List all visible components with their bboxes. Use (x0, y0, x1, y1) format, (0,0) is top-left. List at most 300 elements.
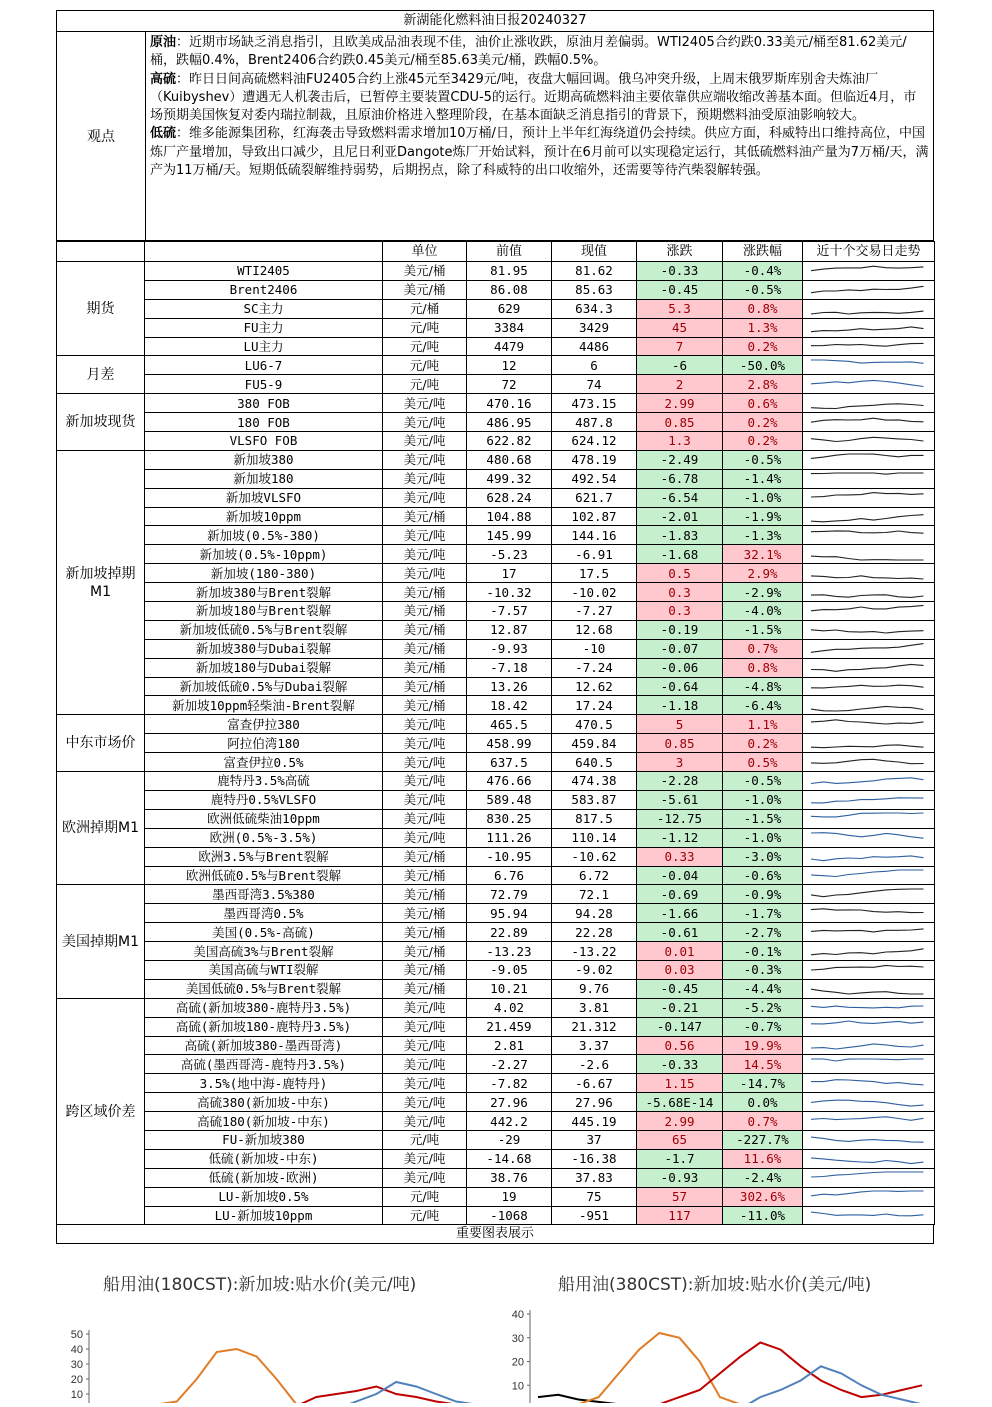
row-prev: -9.05 (467, 960, 552, 979)
sparkline-icon (803, 395, 935, 412)
row-unit: 美元/吨 (383, 564, 467, 583)
header-unit: 单位 (383, 242, 467, 262)
sparkline-icon (803, 1150, 935, 1167)
row-pct: 0.2% (723, 432, 803, 451)
sparkline-icon (803, 1113, 935, 1130)
table-row (57, 998, 935, 1017)
row-cur: 3429 (552, 318, 637, 337)
trend-sparkline (803, 847, 935, 866)
row-cur: 6 (552, 356, 637, 375)
trend-sparkline (803, 923, 935, 942)
row-pct: 0.8% (723, 299, 803, 318)
row-cur: 634.3 (552, 299, 637, 318)
row-pct: -4.4% (723, 979, 803, 998)
row-name: Brent2406 (145, 280, 383, 299)
y-tick-label: 10 (511, 1380, 524, 1393)
y-tick-label: 10 (70, 1389, 83, 1401)
row-name: 3.5%(地中海-鹿特丹) (145, 1074, 383, 1093)
trend-sparkline (803, 1168, 935, 1187)
sparkline-path (811, 909, 924, 913)
row-change: 0.3 (637, 583, 723, 602)
row-name: 新加坡180 (145, 469, 383, 488)
row-name: 新加坡180与Brent裂解 (145, 602, 383, 621)
row-change: -6 (637, 356, 723, 375)
row-unit: 元/吨 (383, 356, 467, 375)
table-row (57, 904, 935, 923)
sparkline-icon (803, 1169, 935, 1186)
sparkline-path (811, 706, 924, 711)
row-change: -1.66 (637, 904, 723, 923)
table-row (57, 790, 935, 809)
trend-sparkline (803, 262, 935, 281)
sparkline-icon (803, 376, 935, 393)
row-pct: -0.1% (723, 942, 803, 961)
row-prev: -2.27 (467, 1055, 552, 1074)
table-row (57, 1187, 935, 1206)
row-cur: 473.15 (552, 394, 637, 413)
row-prev: 81.95 (467, 262, 552, 281)
row-cur: 3.81 (552, 998, 637, 1017)
view-head: 高硫 (150, 71, 177, 87)
row-name: LU-新加坡10ppm (145, 1206, 383, 1225)
sparkline-icon (803, 716, 935, 733)
row-change: 0.03 (637, 960, 723, 979)
row-cur: 110.14 (552, 828, 637, 847)
row-pct: 19.9% (723, 1036, 803, 1055)
trend-sparkline (803, 960, 935, 979)
row-unit: 美元/吨 (383, 413, 467, 432)
row-pct: -11.0% (723, 1206, 803, 1225)
row-cur: -6.67 (552, 1074, 637, 1093)
row-unit: 美元/吨 (383, 1168, 467, 1187)
table-row (57, 866, 935, 885)
row-change: 65 (637, 1130, 723, 1149)
sparkline-icon (803, 414, 935, 431)
row-change: 1.3 (637, 432, 723, 451)
trend-sparkline (803, 620, 935, 639)
row-name: 墨西哥湾3.5%380 (145, 885, 383, 904)
row-prev: -29 (467, 1130, 552, 1149)
row-prev: -7.57 (467, 602, 552, 621)
table-row (57, 507, 935, 526)
row-unit: 美元/吨 (383, 394, 467, 413)
trend-sparkline (803, 394, 935, 413)
table-row (57, 923, 935, 942)
row-prev: 86.08 (467, 280, 552, 299)
trend-sparkline (803, 299, 935, 318)
row-pct: -0.9% (723, 885, 803, 904)
row-cur: 27.96 (552, 1093, 637, 1112)
row-pct: -0.5% (723, 280, 803, 299)
row-cur: 9.76 (552, 979, 637, 998)
sparkline-path (811, 556, 924, 560)
row-cur: -9.02 (552, 960, 637, 979)
sparkline-icon (803, 357, 935, 374)
row-prev: -1068 (467, 1206, 552, 1225)
row-unit: 元/吨 (383, 1206, 467, 1225)
row-prev: 104.88 (467, 507, 552, 526)
row-unit: 美元/吨 (383, 1055, 467, 1074)
row-pct: -3.0% (723, 847, 803, 866)
sparkline-path (811, 989, 924, 994)
group-label: 美国掉期M1 (57, 885, 145, 998)
row-change: -2.28 (637, 772, 723, 791)
row-change: -0.06 (637, 658, 723, 677)
sparkline-path (811, 380, 924, 386)
row-pct: -0.4% (723, 262, 803, 281)
row-prev: 145.99 (467, 526, 552, 545)
table-row (57, 280, 935, 299)
row-change: -1.18 (637, 696, 723, 715)
series-line (97, 1349, 476, 1403)
row-change: -0.45 (637, 280, 723, 299)
row-cur: 17.5 (552, 564, 637, 583)
view-paragraph-low-sulfur (150, 125, 929, 180)
row-cur: -2.6 (552, 1055, 637, 1074)
row-prev: 622.82 (467, 432, 552, 451)
row-unit: 美元/桶 (383, 583, 467, 602)
row-pct: -0.5% (723, 772, 803, 791)
table-row (57, 809, 935, 828)
table-row (57, 450, 935, 469)
row-change: -6.78 (637, 469, 723, 488)
view-section (56, 32, 934, 241)
sparkline-path (811, 287, 924, 293)
row-unit: 美元/吨 (383, 545, 467, 564)
row-unit: 美元/桶 (383, 923, 467, 942)
row-change: -1.12 (637, 828, 723, 847)
table-row (57, 753, 935, 772)
row-unit: 美元/桶 (383, 639, 467, 658)
section-title: 重要图表展示 (56, 1225, 934, 1244)
row-cur: -10 (552, 639, 637, 658)
row-pct: -6.4% (723, 696, 803, 715)
row-name: 欧洲低硫0.5%与Brent裂解 (145, 866, 383, 885)
view-paragraph-crude (150, 34, 929, 71)
trend-sparkline (803, 375, 935, 394)
sparkline-path (811, 889, 924, 897)
sparkline-icon (803, 848, 935, 865)
y-tick-label: 40 (511, 1309, 524, 1321)
row-name: WTI2405 (145, 262, 383, 281)
header-cur: 现值 (552, 242, 637, 262)
sparkline-path (811, 929, 924, 932)
row-pct: 0.5% (723, 753, 803, 772)
group-label: 期货 (57, 262, 145, 356)
row-pct: 0.2% (723, 734, 803, 753)
sparkline-path (811, 493, 924, 497)
table-row (57, 602, 935, 621)
row-unit: 元/吨 (383, 1130, 467, 1149)
row-name: 新加坡低硫0.5%与Dubai裂解 (145, 677, 383, 696)
row-change: -0.69 (637, 885, 723, 904)
row-cur: 487.8 (552, 413, 637, 432)
row-name: 高硫(墨西哥湾-鹿特丹3.5%) (145, 1055, 383, 1074)
sparkline-icon (803, 1188, 935, 1205)
sparkline-path (811, 473, 924, 474)
sparkline-path (811, 1138, 924, 1143)
row-name: 欧洲低硫柴油10ppm (145, 809, 383, 828)
row-prev: 2.81 (467, 1036, 552, 1055)
table-row (57, 1055, 935, 1074)
table-row (57, 432, 935, 451)
row-change: -0.04 (637, 866, 723, 885)
row-cur: -6.91 (552, 545, 637, 564)
header-prev: 前值 (467, 242, 552, 262)
row-prev: 10.21 (467, 979, 552, 998)
trend-sparkline (803, 998, 935, 1017)
sparkline-path (811, 1044, 924, 1049)
row-name: 美国(0.5%-高硫) (145, 923, 383, 942)
row-name: 墨西哥湾0.5% (145, 904, 383, 923)
trend-sparkline (803, 1055, 935, 1074)
header-change: 涨跌 (637, 242, 723, 262)
sparkline-path (811, 870, 924, 877)
row-cur: 583.87 (552, 790, 637, 809)
table-row (57, 1036, 935, 1055)
table-row (57, 677, 935, 696)
group-label: 月差 (57, 356, 145, 394)
row-prev: 499.32 (467, 469, 552, 488)
sparkline-icon (803, 640, 935, 657)
row-cur: 621.7 (552, 488, 637, 507)
table-row (57, 1206, 935, 1225)
sparkline-path (811, 778, 924, 784)
trend-sparkline (803, 1187, 935, 1206)
row-name: FU5-9 (145, 375, 383, 394)
sparkline-icon (803, 546, 935, 563)
row-pct: 14.5% (723, 1055, 803, 1074)
row-prev: -7.82 (467, 1074, 552, 1093)
trend-sparkline (803, 753, 935, 772)
row-name: 新加坡(180-380) (145, 564, 383, 583)
row-prev: 628.24 (467, 488, 552, 507)
table-row (57, 299, 935, 318)
row-pct: -5.2% (723, 998, 803, 1017)
table-row (57, 772, 935, 791)
row-change: 2.99 (637, 1112, 723, 1131)
row-name: 美国高硫3%与Brent裂解 (145, 942, 383, 961)
row-prev: 72 (467, 375, 552, 394)
row-change: -0.19 (637, 620, 723, 639)
row-unit: 美元/吨 (383, 1149, 467, 1168)
row-pct: -0.7% (723, 1017, 803, 1036)
sparkline-icon (803, 489, 935, 506)
row-prev: 21.459 (467, 1017, 552, 1036)
row-change: -5.68E-14 (637, 1093, 723, 1112)
sparkline-path (811, 798, 924, 803)
row-cur: 85.63 (552, 280, 637, 299)
row-change: -1.7 (637, 1149, 723, 1168)
row-name: LU主力 (145, 337, 383, 356)
table-row (57, 696, 935, 715)
row-unit: 美元/吨 (383, 1017, 467, 1036)
trend-sparkline (803, 564, 935, 583)
trend-sparkline (803, 677, 935, 696)
report-title: 新湖能化燃料油日报20240327 (56, 10, 934, 32)
sparkline-path (811, 575, 924, 578)
trend-sparkline (803, 1206, 935, 1225)
row-pct: -0.3% (723, 960, 803, 979)
trend-sparkline (803, 639, 935, 658)
sparkline-icon (803, 621, 935, 638)
row-prev: 12 (467, 356, 552, 375)
table-row (57, 885, 935, 904)
row-pct: -50.0% (723, 356, 803, 375)
sparkline-icon (803, 1131, 935, 1148)
row-cur: -16.38 (552, 1149, 637, 1168)
row-cur: 21.312 (552, 1017, 637, 1036)
sparkline-icon (803, 262, 935, 279)
row-unit: 美元/桶 (383, 885, 467, 904)
sparkline-path (811, 515, 924, 522)
row-unit: 美元/吨 (383, 753, 467, 772)
row-prev: 470.16 (467, 394, 552, 413)
sparkline-icon (803, 1207, 935, 1224)
row-pct: 0.7% (723, 1112, 803, 1131)
charts-area (56, 1262, 934, 1403)
chart-380cst (500, 1262, 930, 1403)
sparkline-path (811, 311, 924, 314)
row-prev: 17 (467, 564, 552, 583)
y-tick-label: 20 (70, 1374, 83, 1386)
row-prev: 480.68 (467, 450, 552, 469)
row-unit: 美元/吨 (383, 998, 467, 1017)
table-row (57, 564, 935, 583)
row-change: -1.83 (637, 526, 723, 545)
trend-sparkline (803, 1093, 935, 1112)
table-row (57, 734, 935, 753)
sparkline-icon (803, 319, 935, 336)
row-change: 0.33 (637, 847, 723, 866)
row-prev: 589.48 (467, 790, 552, 809)
row-name: 富查伊拉0.5% (145, 753, 383, 772)
sparkline-path (811, 720, 924, 724)
view-body: ：昨日日间高硫燃料油FU2405合约上涨45元至3429元/吨，夜盘大幅回调。俄乌冲突升级，上周末俄罗斯库别舍夫炼油厂（Kuibyshev）遭遇无人机袭击后，已暂停主要装置CDU-5的运行。近期高硫燃料油主要依靠供应端收缩改善基本面。但临近4月，市场预期美国恢复对委内瑞拉制裁，且原油价格进入整理阶段，在基本面缺乏消息指引的背景下，预期燃料油受原油影响较大。 (150, 71, 917, 124)
y-tick-label: 30 (511, 1332, 524, 1345)
table-row (57, 583, 935, 602)
row-pct: 302.6% (723, 1187, 803, 1206)
row-cur: -7.27 (552, 602, 637, 621)
row-change: 0.3 (637, 602, 723, 621)
row-unit: 美元/桶 (383, 979, 467, 998)
row-change: 0.01 (637, 942, 723, 961)
trend-sparkline (803, 507, 935, 526)
header-blank (57, 242, 145, 262)
row-name: 高硫180(新加坡-中东) (145, 1112, 383, 1131)
row-cur: 74 (552, 375, 637, 394)
trend-sparkline (803, 583, 935, 602)
row-unit: 美元/桶 (383, 942, 467, 961)
row-unit: 美元/吨 (383, 809, 467, 828)
sparkline-icon (803, 1018, 935, 1035)
row-change: 5 (637, 715, 723, 734)
row-name: 新加坡380与Brent裂解 (145, 583, 383, 602)
row-prev: 637.5 (467, 753, 552, 772)
row-unit: 美元/吨 (383, 450, 467, 469)
table-row (57, 262, 935, 281)
sparkline-path (811, 745, 924, 748)
table-row (57, 1112, 935, 1131)
table-row (57, 715, 935, 734)
trend-sparkline (803, 356, 935, 375)
series-line (538, 1343, 922, 1404)
row-cur: 624.12 (552, 432, 637, 451)
row-prev: -10.95 (467, 847, 552, 866)
header-pct: 涨跌幅 (723, 242, 803, 262)
sparkline-icon (803, 565, 935, 582)
sparkline-path (811, 1158, 924, 1164)
row-change: 2.99 (637, 394, 723, 413)
row-pct: 32.1% (723, 545, 803, 564)
sparkline-icon (803, 659, 935, 676)
row-pct: 0.2% (723, 413, 803, 432)
sparkline-icon (803, 754, 935, 771)
row-change: -0.45 (637, 979, 723, 998)
sparkline-icon (803, 338, 935, 355)
table-row (57, 1168, 935, 1187)
row-name: 美国低硫0.5%与Brent裂解 (145, 979, 383, 998)
sparkline-icon (803, 772, 935, 789)
trend-sparkline (803, 696, 935, 715)
row-name: 180 FOB (145, 413, 383, 432)
row-pct: -1.0% (723, 488, 803, 507)
row-cur: 72.1 (552, 885, 637, 904)
row-cur: 817.5 (552, 809, 637, 828)
trend-sparkline (803, 602, 935, 621)
row-cur: 94.28 (552, 904, 637, 923)
row-pct: -1.7% (723, 904, 803, 923)
sparkline-path (811, 1059, 924, 1061)
row-prev: 72.79 (467, 885, 552, 904)
view-body: ：维多能源集团称，红海袭击导致燃料需求增加10万桶/日，预计上半年红海绕道仍会持续。供应方面，科威特出口维持高位，中国炼厂产量增加，导致出口减少，且尼日利亚Dangote炼厂开始试料，预计在6月前可以实现稳定运行，其低硫燃料油产量为7万桶/天，满产为11万桶/天。短期低硫裂解维持弱势，后期拐点，除了科威特的出口收缩外，还需要等待汽柴裂解转强。 (150, 126, 929, 179)
row-unit: 美元/桶 (383, 847, 467, 866)
row-name: 新加坡(0.5%-10ppm) (145, 545, 383, 564)
row-cur: 6.72 (552, 866, 637, 885)
sparkline-path (811, 759, 924, 763)
sparkline-path (811, 630, 924, 633)
sparkline-path (811, 1191, 924, 1196)
row-change: -0.33 (637, 262, 723, 281)
trend-sparkline (803, 772, 935, 791)
table-row (57, 942, 935, 961)
row-name: 阿拉伯湾180 (145, 734, 383, 753)
trend-sparkline (803, 432, 935, 451)
row-name: 欧洲3.5%与Brent裂解 (145, 847, 383, 866)
row-name: 高硫(新加坡380-鹿特丹3.5%) (145, 998, 383, 1017)
sparkline-icon (803, 281, 935, 298)
sparkline-icon (803, 810, 935, 827)
row-pct: 2.8% (723, 375, 803, 394)
row-pct: -1.3% (723, 526, 803, 545)
trend-sparkline (803, 1017, 935, 1036)
trend-sparkline (803, 1130, 935, 1149)
row-cur: 445.19 (552, 1112, 637, 1131)
row-unit: 美元/吨 (383, 1036, 467, 1055)
row-change: 5.3 (637, 299, 723, 318)
sparkline-path (811, 1116, 924, 1120)
row-unit: 美元/吨 (383, 1074, 467, 1093)
row-change: -12.75 (637, 809, 723, 828)
sparkline-icon (803, 1056, 935, 1073)
sparkline-icon (803, 584, 935, 601)
y-tick-label: 20 (511, 1356, 524, 1369)
row-change: -0.93 (637, 1168, 723, 1187)
row-unit: 美元/吨 (383, 1093, 467, 1112)
row-cur: 459.84 (552, 734, 637, 753)
sparkline-path (811, 1021, 924, 1024)
view-head: 原油 (150, 35, 177, 50)
